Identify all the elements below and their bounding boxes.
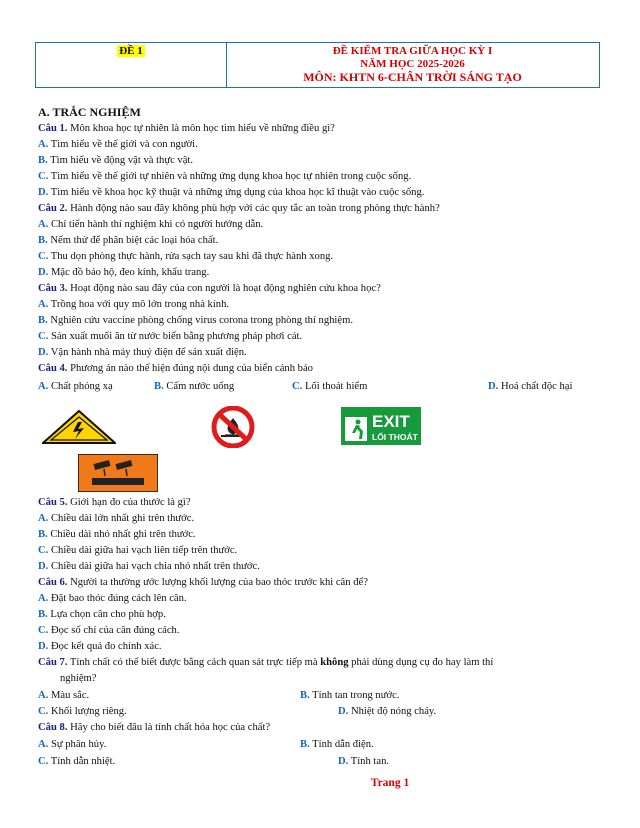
q6-option-a: A. Đặt bao thóc đúng cách lên cân. — [38, 593, 187, 604]
corrosive-chemical-sign — [78, 454, 158, 492]
question-7-continued: nghiệm? — [60, 673, 97, 684]
exit-sign-subtext: LỐI THOÁT — [372, 432, 418, 442]
q2-option-b: B. Nếm thử để phân biệt các loại hóa chất. — [38, 235, 219, 246]
q1-option-a: A. Tìm hiểu về thế giới và con người. — [38, 139, 198, 150]
question-3: Câu 3. Hoạt động nào sau đây của con người là hoạt động nghiên cứu khoa học? — [38, 283, 381, 294]
warning-triangle-sign — [42, 410, 116, 444]
exit-sign — [341, 407, 421, 445]
q1-option-c: C. Tìm hiểu về thế giới tự nhiên và những ứng dụng khoa học tự nhiên trong cuộc sống. — [38, 171, 412, 182]
q1-option-d: D. Tìm hiểu về khoa học kỹ thuật và những ứng dụng của khoa học kĩ thuật vào cuộc sống. — [38, 187, 425, 198]
q6-option-b: B. Lựa chọn cân cho phù hợp. — [38, 609, 166, 620]
question-7: Câu 7. Tính chất có thể biết được bằng cách quan sát trực tiếp mà không phải dùng dụng cụ đo hay làm thí — [38, 657, 494, 668]
q4-option-b: B. Cấm nước uống — [154, 381, 235, 392]
exam-title: ĐỀ KIỂM TRA GIỮA HỌC KỲ I — [332, 45, 493, 57]
q8-option-d: D. Tính tan. — [338, 756, 390, 767]
q5-option-c: C. Chiều dài giữa hai vạch liên tiếp trên thước. — [38, 545, 238, 556]
exam-code: ĐỀ 1 — [119, 45, 143, 57]
q7-option-a: A. Màu sắc. — [38, 690, 90, 701]
q7-option-b: B. Tính tan trong nước. — [300, 690, 400, 701]
q3-option-a: A. Trồng hoa với quy mô lớn trong nhà kính. — [38, 299, 230, 310]
exam-header-box — [35, 42, 600, 88]
exit-sign-text: EXIT — [372, 412, 410, 431]
q4-option-d: D. Hoá chất độc hại — [488, 381, 573, 392]
q6-option-c: C. Đọc số chỉ của cân đúng cách. — [38, 625, 180, 636]
q3-option-b: B. Nghiên cứu vaccine phòng chống virus corona trong phòng thí nghiệm. — [38, 315, 353, 326]
q2-option-a: A. Chỉ tiến hành thí nghiệm khi có người hướng dẫn. — [38, 219, 264, 230]
question-6: Câu 6. Người ta thường ước lượng khối lượng của bao thóc trước khi cân để? — [38, 577, 368, 588]
question-2: Câu 2. Hành động nào sau đây không phù hợp với các quy tắc an toàn trong phòng thực hành? — [38, 203, 440, 214]
q5-option-b: B. Chiều dài nhỏ nhất ghi trên thước. — [38, 529, 196, 540]
exam-year: NĂM HỌC 2025-2026 — [360, 58, 465, 70]
exam-subject: MÔN: KHTN 6-CHÂN TRỜI SÁNG TẠO — [303, 70, 522, 84]
q5-option-d: D. Chiều dài giữa hai vạch chia nhỏ nhất trên thước. — [38, 561, 260, 572]
q6-option-d: D. Đọc kết quả đo chính xác. — [38, 641, 162, 652]
q7-option-d: D. Nhiệt độ nóng chảy. — [338, 706, 437, 717]
q3-option-d: D. Vận hành nhà máy thuỷ điện để sản xuất điện. — [38, 347, 247, 358]
q5-option-a: A. Chiều dài lớn nhất ghi trên thước. — [38, 513, 195, 524]
q4-option-a: A. Chất phóng xạ — [38, 381, 113, 392]
question-4: Câu 4. Phương án nào thể hiện đúng nội dung của biển cảnh báo — [38, 363, 313, 374]
q2-option-c: C. Thu dọn phòng thực hành, rửa sạch tay sau khi đã thực hành xong. — [38, 251, 334, 262]
q2-option-d: D. Mặc đồ bảo hộ, đeo kính, khẩu trang. — [38, 267, 210, 278]
page-number: Trang 1 — [370, 777, 410, 789]
q4-option-c: C. Lối thoát hiểm — [292, 381, 368, 392]
section-title: A. TRẮC NGHIỆM — [38, 105, 141, 119]
prohibition-sign — [199, 406, 267, 448]
q3-option-c: C. Sản xuất muối ăn từ nước biển bằng phương pháp phơi cát. — [38, 331, 303, 342]
q8-option-c: C. Tính dẫn nhiệt. — [38, 756, 116, 767]
question-5: Câu 5. Giới hạn đo của thước là gì? — [38, 497, 191, 508]
q8-option-a: A. Sự phân hủy. — [38, 739, 107, 750]
question-8: Câu 8. Hãy cho biết đâu là tính chất hóa học của chất? — [38, 722, 271, 733]
question-1: Câu 1. Môn khoa học tự nhiên là môn học tìm hiểu về những điều gì? — [38, 123, 335, 134]
q8-option-b: B. Tính dẫn điện. — [300, 739, 374, 750]
q1-option-b: B. Tìm hiểu về động vật và thực vật. — [38, 155, 194, 166]
q7-option-c: C. Khối lượng riêng. — [38, 706, 127, 717]
